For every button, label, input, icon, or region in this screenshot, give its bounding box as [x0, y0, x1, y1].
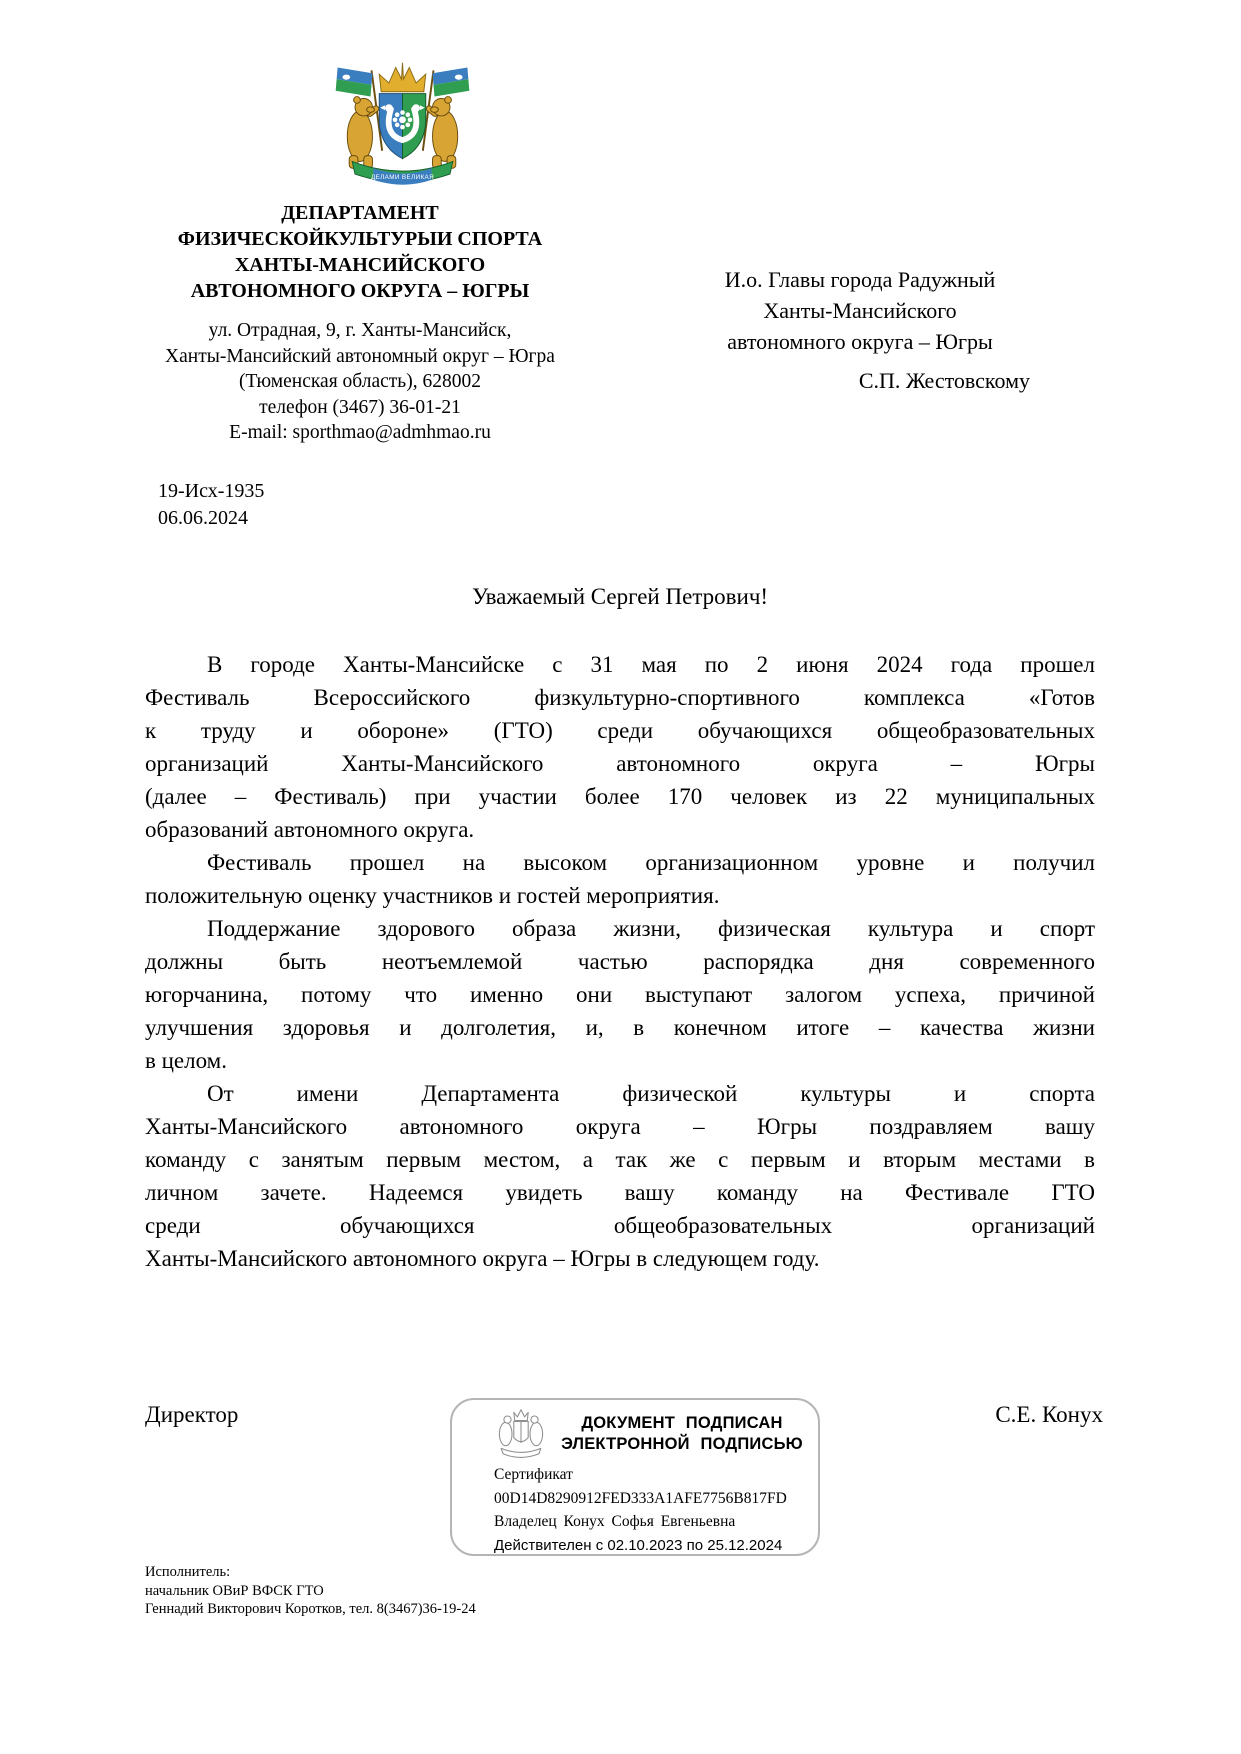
certificate-number: 00D14D8290912FED333A1AFE7756B817FD [494, 1489, 787, 1507]
body-line: должны быть неотъемлемой частью распорядка дня современного [145, 949, 1095, 974]
signature-name: С.Е. Конух [995, 1402, 1103, 1427]
recipient-block [690, 264, 1030, 357]
recipient-line: автономного округа – Югры [727, 329, 993, 354]
body-line: личном зачете. Надеемся увидеть вашу команду на Фестивале ГТО [145, 1180, 1095, 1205]
body-line: От имени Департамента физической культуры и спорта [207, 1081, 1095, 1106]
recipient-name: С.П. Жестовскому [858, 368, 1030, 393]
address-line: ул. Отрадная, 9, г. Ханты-Мансийск, [208, 320, 512, 341]
body-line: в целом. [145, 1048, 227, 1073]
body-line: Ханты-Мансийского автономного округа – Югры в следующем году. [145, 1246, 820, 1271]
org-address-block [118, 318, 602, 446]
body-line: В городе Ханты-Мансийске с 31 мая по 2 июня 2024 года прошел [207, 652, 1095, 677]
reference-block [158, 478, 264, 532]
executor-position: начальник ОВиР ВФСК ГТО [145, 1582, 324, 1599]
org-name-block [128, 200, 592, 304]
executor-contact: Геннадий Викторович Коротков, тел. 8(3467)36-19-24 [145, 1601, 476, 1617]
salutation: Уважаемый Сергей Петрович! [471, 584, 769, 609]
org-name-line: АВТОНОМНОГО ОКРУГА – ЮГРЫ [190, 280, 530, 302]
body-line: образований автономного округа. [145, 817, 475, 842]
body-line: положительную оценку участников и гостей мероприятия. [145, 883, 720, 908]
body-line: команду с занятым первым местом, а так же с первым и вторым местами в [145, 1147, 1095, 1172]
reference-number: 19-Исх-1935 [158, 480, 265, 502]
org-name-line: ДЕПАРТАМЕНТ [281, 202, 439, 224]
shield [379, 94, 426, 159]
body-line: Фестиваль Всероссийского физкультурно-спортивного комплекса «Готов [145, 685, 1095, 710]
stamp-title [556, 1413, 808, 1455]
body-line: к труду и обороне» (ГТО) среди обучающихся общеобразовательных [145, 718, 1095, 743]
left-bear-icon [347, 97, 380, 169]
body-line: организаций Ханты-Мансийского автономного округа – Югры [145, 751, 1095, 776]
right-bear-icon [425, 97, 458, 169]
executor-block [145, 1563, 476, 1619]
stamp-coat-of-arms-icon [494, 1407, 548, 1461]
body-line: Поддержание здорового образа жизни, физическая культура и спорт [207, 916, 1095, 941]
certificate-owner: Владелец Конух Софья Евгеньевна [494, 1513, 736, 1530]
body-line: (далее – Фестиваль) при участии более 170 человек из 22 муниципальных [145, 784, 1095, 809]
letter-body [145, 648, 1095, 1275]
body-line: Ханты-Мансийского автономного округа – Югры поздравляем вашу [145, 1114, 1095, 1139]
signature-position: Директор [145, 1402, 239, 1427]
reference-date: 06.06.2024 [158, 507, 248, 529]
body-line: среди обучающихся общеобразовательных организаций [145, 1213, 1095, 1238]
motto-text: ДЕЛАМИ ВЕЛИКАЯ [370, 173, 435, 181]
address-line: (Тюменская область), 628002 [239, 371, 481, 392]
email-line: E-mail: sporthmao@admhmao.ru [229, 422, 491, 443]
stamp-details [452, 1461, 818, 1557]
executor-label: Исполнитель: [145, 1564, 231, 1580]
digital-signature-stamp [450, 1398, 820, 1556]
address-line: Ханты-Мансийский автономный округ – Югра [165, 345, 555, 367]
stamp-header [452, 1400, 818, 1461]
recipient-line: И.о. Главы города Радужный [724, 267, 996, 292]
address-line: телефон (3467) 36-01-21 [259, 396, 461, 418]
org-name-line: ФИЗИЧЕСКОЙКУЛЬТУРЫИ СПОРТА [177, 228, 543, 250]
certificate-validity: Действителен с 02.10.2023 по 25.12.2024 [494, 1536, 783, 1554]
recipient-line: Ханты-Мансийского [763, 298, 957, 323]
org-name-line: ХАНТЫ-МАНСИЙСКОГО [234, 254, 486, 276]
body-line: улучшения здоровья и долголетия, и, в конечном итоге – качества жизни [145, 1015, 1095, 1040]
certificate-label: Сертификат [494, 1466, 573, 1483]
stamp-title-line: ЭЛЕКТРОННОЙ ПОДПИСЬЮ [561, 1435, 803, 1453]
crown-icon [379, 63, 426, 92]
body-line: югорчанина, потому что именно они выступают залогом успеха, причиной [145, 982, 1095, 1007]
coat-of-arms [325, 58, 480, 200]
body-line: Фестиваль прошел на высоком организационном уровне и получил [207, 850, 1095, 875]
stamp-title-line: ДОКУМЕНТ ПОДПИСАН [581, 1414, 783, 1432]
